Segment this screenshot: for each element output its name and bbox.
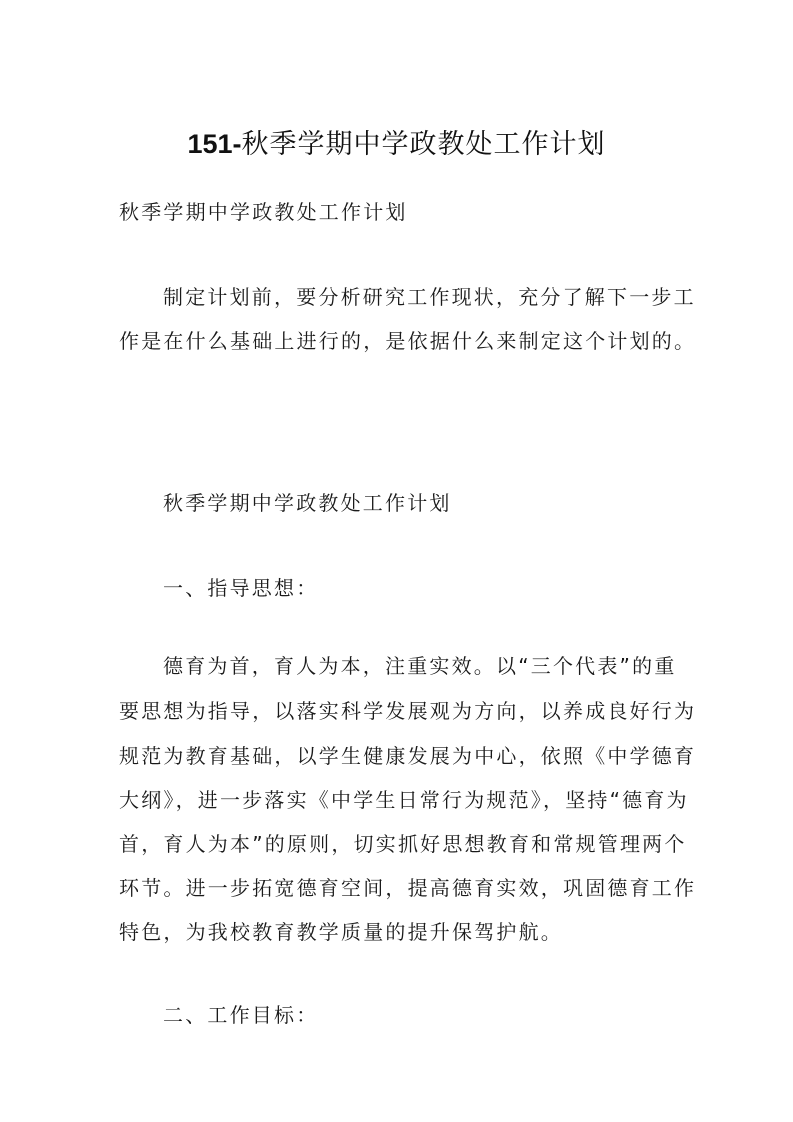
title-text: 秋季学期中学政教处工作计划 [241,129,606,160]
section1-line-6: 环节。进一步拓宽德育空间，提高德育实效，巩固德育工作 [119,876,697,900]
section1-line-5: 首，育人为本”的原则，切实抓好思想教育和常规管理两个 [119,832,687,856]
section1-line-4: 大纲》，进一步落实《中学生日常行为规范》，坚持“德育为 [119,788,689,812]
intro-line-2: 作是在什么基础上进行的，是依据什么来制定这个计划的。 [119,329,697,353]
section1-line-7: 特色，为我校教育教学质量的提升保驾护航。 [119,920,563,944]
section1-line-2: 要思想为指导，以落实科学发展观为方向，以养成良好行为 [119,699,697,723]
section1-line-3: 规范为教育基础，以学生健康发展为中心，依照《中学德育 [119,744,697,768]
title-number: 151- [187,129,242,159]
section1-line-1: 德育为首，育人为本，注重实效。以“三个代表”的重 [163,654,677,678]
document-title [0,124,793,165]
subtitle: 秋季学期中学政教处工作计划 [119,200,408,224]
section1-heading: 一、指导思想： [163,576,319,600]
intro-line-1: 制定计划前，要分析研究工作现状，充分了解下一步工 [163,285,696,309]
section2-heading: 二、工作目标： [163,1003,319,1027]
section-heading-repeat: 秋季学期中学政教处工作计划 [163,491,452,515]
